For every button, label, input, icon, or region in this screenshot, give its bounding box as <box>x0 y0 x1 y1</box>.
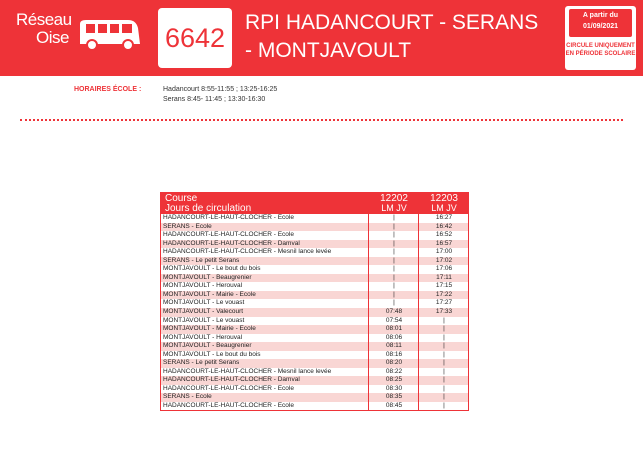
timetable-header <box>160 192 469 214</box>
table-row <box>160 308 469 317</box>
school-hours-label: HORAIRES ÉCOLE : <box>74 86 142 93</box>
table-row <box>160 248 469 257</box>
line-number: 6642 <box>164 23 226 53</box>
table-row <box>160 291 469 300</box>
time-cell: | <box>393 290 395 298</box>
brand-line1: Réseau <box>16 10 72 29</box>
course-days: LM JV <box>431 203 457 213</box>
timetable-body <box>160 214 469 411</box>
table-row <box>160 325 469 334</box>
stop-name: MONTJAVOULT - Beaugrenier <box>163 273 252 281</box>
table-row <box>160 223 469 232</box>
stop-name: HADANCOURT-LE-HAUT-CLOCHER - Ecole <box>163 231 294 239</box>
time-cell: | <box>443 376 445 384</box>
time-cell: 08:11 <box>386 342 402 350</box>
time-cell: | <box>393 265 395 273</box>
table-row <box>160 368 469 377</box>
time-cell: 08:01 <box>385 325 403 333</box>
stop-name: MONTJAVOULT - Valecourt <box>163 308 244 316</box>
time-cell: | <box>443 316 445 324</box>
time-cell: | <box>393 273 395 281</box>
time-cell: | <box>443 367 445 375</box>
table-row <box>160 274 469 283</box>
table-row <box>160 214 469 223</box>
line-number-box <box>158 8 232 68</box>
header-course: Course <box>165 193 198 204</box>
time-cell: | <box>443 393 445 401</box>
validity-box <box>565 6 636 70</box>
time-cell: | <box>443 350 445 358</box>
column-divider <box>368 214 369 411</box>
time-cell: 08:20 <box>385 359 403 367</box>
course-id: 12202 <box>380 193 408 204</box>
time-cell: | <box>393 299 395 307</box>
table-row <box>160 359 469 368</box>
time-cell: 16:27 <box>435 214 453 221</box>
stop-name: SERANS - Le petit Serans <box>163 359 240 367</box>
stop-name: HADANCOURT-LE-HAUT-CLOCHER - Ecole <box>163 384 294 392</box>
validity-start: A partir du 01/09/2021 <box>569 9 632 37</box>
stop-name: HADANCOURT-LE-HAUT-CLOCHER - Damval <box>163 239 300 247</box>
stop-name: HADANCOURT-LE-HAUT-CLOCHER - Damval <box>163 376 300 384</box>
course-id: 12203 <box>430 193 458 204</box>
school-hours-line: Hadancourt 8:55-11:55 ; 13:25-16:25 <box>163 86 278 93</box>
time-cell: 17:06 <box>435 265 453 273</box>
time-cell: | <box>443 402 445 410</box>
stop-name: HADANCOURT-LE-HAUT-CLOCHER - Mesnil lance levée <box>163 248 332 256</box>
time-cell: 16:42 <box>435 222 453 230</box>
time-cell: | <box>393 239 395 247</box>
validity-note: CIRCULE UNIQUEMENT EN PÉRIODE SCOLAIRE <box>565 43 636 57</box>
time-cell: | <box>393 214 395 221</box>
table-row <box>160 299 469 308</box>
stop-name: SERANS - Ecole <box>163 393 212 401</box>
stop-name: SERANS - Le petit Serans <box>163 256 240 264</box>
stop-name: HADANCOURT-LE-HAUT-CLOCHER - Ecole <box>163 214 294 221</box>
time-cell: | <box>393 248 395 256</box>
time-cell: 17:11 <box>436 273 452 281</box>
time-cell: 17:02 <box>435 256 453 264</box>
time-cell: | <box>393 231 395 239</box>
stop-name: MONTJAVOULT - Le vouast <box>163 299 245 307</box>
brand-line2: Oise <box>36 28 69 47</box>
stop-name: SERANS - Ecole <box>163 222 212 230</box>
table-row <box>160 334 469 343</box>
time-cell: | <box>443 333 445 341</box>
time-cell: 17:27 <box>435 299 453 307</box>
table-row <box>160 257 469 266</box>
table-row <box>160 351 469 360</box>
time-cell: | <box>393 282 395 290</box>
table-row <box>160 342 469 351</box>
time-cell: 17:33 <box>435 308 453 316</box>
table-row <box>160 282 469 291</box>
time-cell: 16:57 <box>435 239 453 247</box>
time-cell: 08:30 <box>385 384 403 392</box>
time-cell: 08:16 <box>385 350 403 358</box>
stop-name: MONTJAVOULT - Le bout du bois <box>163 265 261 273</box>
time-cell: 17:00 <box>435 248 453 256</box>
time-cell: | <box>443 342 445 350</box>
time-cell: 17:15 <box>435 282 453 290</box>
stop-name: MONTJAVOULT - Herouval <box>163 333 243 341</box>
time-cell: 08:25 <box>385 376 403 384</box>
time-cell: | <box>393 256 395 264</box>
table-row <box>160 317 469 326</box>
time-cell: | <box>393 222 395 230</box>
header-banner <box>0 0 643 76</box>
table-row <box>160 265 469 274</box>
time-cell: 07:48 <box>385 308 403 316</box>
time-cell: | <box>443 359 445 367</box>
stop-name: HADANCOURT-LE-HAUT-CLOCHER - Mesnil lance levée <box>163 367 332 375</box>
header-days: Jours de circulation <box>165 203 252 214</box>
time-cell: 08:35 <box>385 393 403 401</box>
dotted-divider <box>20 119 623 121</box>
table-row <box>160 240 469 249</box>
stop-name: MONTJAVOULT - Le bout du bois <box>163 350 261 358</box>
page-title <box>245 9 545 65</box>
school-hours <box>163 85 277 105</box>
title-line2: - MONTJAVOULT <box>245 39 412 62</box>
table-row <box>160 231 469 240</box>
stop-name: HADANCOURT-LE-HAUT-CLOCHER - Ecole <box>163 402 294 410</box>
school-hours-line: Serans 8:45- 11:45 ; 13:30-16:30 <box>163 96 266 103</box>
time-cell: 16:52 <box>435 231 453 239</box>
course-days: LM JV <box>381 203 407 213</box>
bus-icon <box>76 18 142 54</box>
reseau-oise-logo <box>10 8 145 68</box>
stop-name: MONTJAVOULT - Beaugrenier <box>163 342 252 350</box>
time-cell: | <box>443 325 445 333</box>
table-row <box>160 393 469 402</box>
time-cell: 07:54 <box>385 316 403 324</box>
time-cell: 08:22 <box>385 367 403 375</box>
table-row <box>160 376 469 385</box>
time-cell: 08:06 <box>385 333 403 341</box>
stop-name: MONTJAVOULT - Mairie - Ecole <box>163 290 256 298</box>
timetable <box>160 192 469 411</box>
stop-name: MONTJAVOULT - Le vouast <box>163 316 245 324</box>
stop-name: MONTJAVOULT - Mairie - Ecole <box>163 325 256 333</box>
table-row <box>160 385 469 394</box>
column-divider <box>418 214 419 411</box>
title-line1: RPI HADANCOURT - SERANS <box>245 11 539 34</box>
time-cell: 17:22 <box>435 290 453 298</box>
stop-name: MONTJAVOULT - Herouval <box>163 282 243 290</box>
time-cell: | <box>443 384 445 392</box>
table-row <box>160 402 469 411</box>
time-cell: 08:45 <box>385 402 403 410</box>
